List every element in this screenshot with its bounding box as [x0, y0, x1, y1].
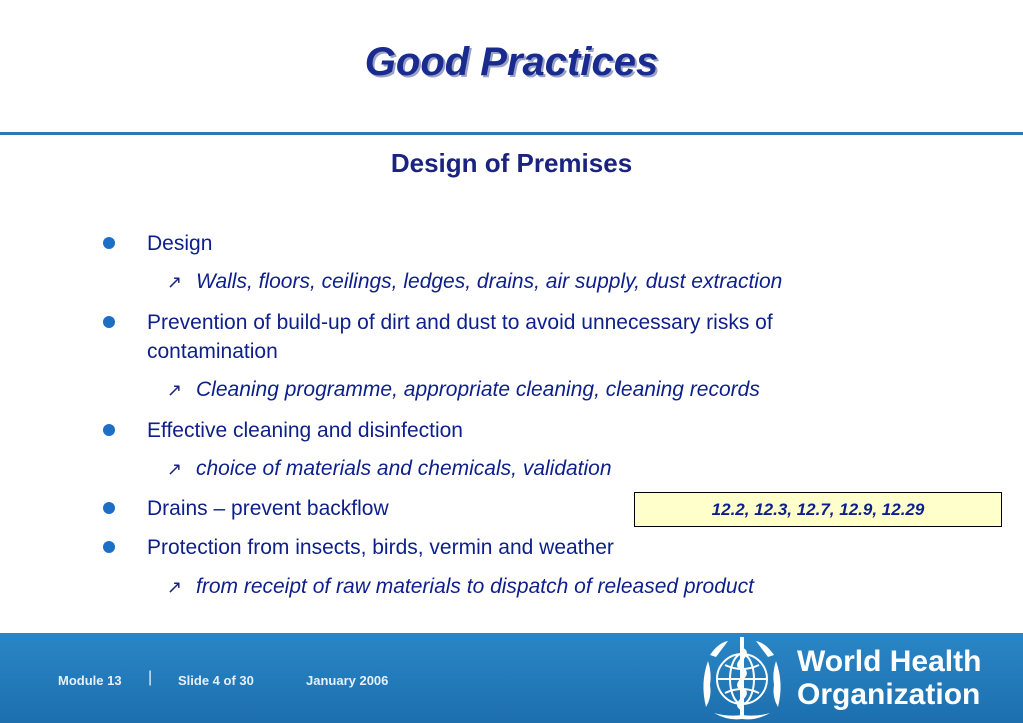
footer-bar: [0, 633, 1023, 723]
module-label: Module 13: [58, 673, 122, 688]
sub-list-item-text: from receipt of raw materials to dispatch of released product: [196, 575, 754, 598]
reference-box: 12.2, 12.3, 12.7, 12.9, 12.29: [634, 492, 1002, 527]
list-item-text: Effective cleaning and disinfection: [147, 419, 463, 442]
org-name-line1: World Health: [797, 645, 982, 678]
circle-bullet-icon: [103, 541, 115, 553]
sub-list-item-text: Walls, floors, ceilings, ledges, drains, air supply, dust extraction: [196, 270, 783, 293]
list-item-text: Design: [147, 232, 213, 255]
arrow-up-right-icon: ↗: [167, 577, 183, 597]
org-name-line2: Organization: [797, 678, 981, 711]
slide-number: Slide 4 of 30: [178, 673, 254, 688]
arrow-up-right-icon: ↗: [167, 380, 183, 400]
who-emblem-icon: [694, 633, 790, 723]
circle-bullet-icon: [103, 237, 115, 249]
slide-title: Good Practices: [364, 40, 659, 84]
sub-list-item-text: Cleaning programme, appropriate cleaning, cleaning records: [196, 378, 760, 401]
slide-subtitle: Design of Premises: [390, 148, 633, 178]
footer-separator: |: [148, 669, 153, 686]
title-divider: [0, 132, 1023, 135]
list-item-text: Prevention of build-up of dirt and dust to avoid unnecessary risks of contamination: [147, 311, 773, 363]
list-item-text: Protection from insects, birds, vermin and weather: [147, 536, 614, 559]
sub-list-item-text: choice of materials and chemicals, validation: [196, 457, 612, 480]
arrow-up-right-icon: ↗: [167, 272, 183, 292]
list-item-text: Drains – prevent backflow: [147, 497, 389, 520]
footer-date: January 2006: [306, 673, 389, 688]
organization-name: [797, 645, 981, 711]
arrow-up-right-icon: ↗: [167, 459, 183, 479]
circle-bullet-icon: [103, 502, 115, 514]
circle-bullet-icon: [103, 424, 115, 436]
circle-bullet-icon: [103, 316, 115, 328]
